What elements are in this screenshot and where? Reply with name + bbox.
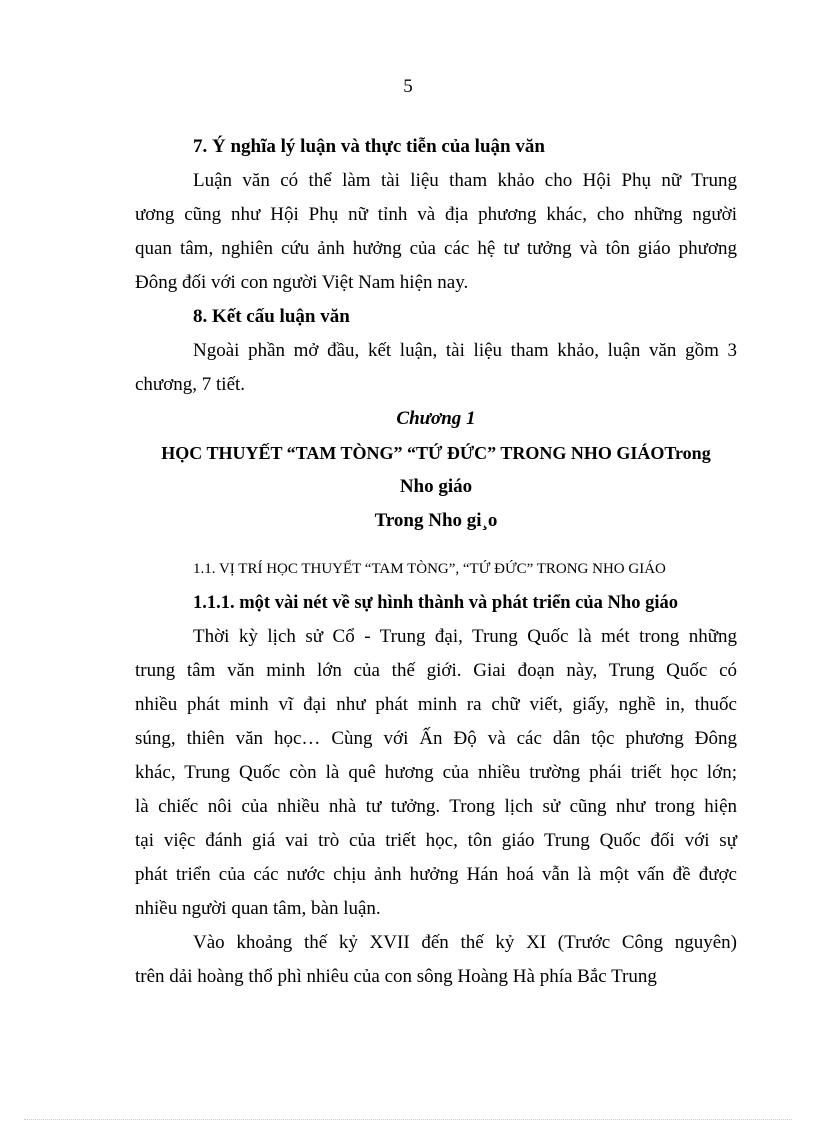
chapter-subtitle: Trong Nho gi¸o: [374, 510, 498, 531]
text-line: nhiều người quan tâm, bàn luận.: [135, 898, 381, 919]
section-1-1-1-paragraph-2: [135, 926, 737, 994]
text-line: ương cũng như Hội Phụ nữ tỉnh và địa phương khác, cho những người: [135, 204, 737, 225]
text-line: súng, thiên văn học… Cùng với Ấn Độ và các dân tộc phương Đông: [135, 728, 737, 749]
page-content: [135, 130, 737, 994]
text-line: Thời kỳ lịch sử Cổ - Trung đại, Trung Quốc là mét trong những: [193, 626, 737, 647]
text-line: chương, 7 tiết.: [135, 374, 246, 395]
page-bottom-divider: [24, 1119, 792, 1120]
page-number: 5: [403, 76, 413, 97]
text-line: nhiều phát minh vĩ đại như phát minh ra chữ viết, giấy, nghề in, thuốc: [135, 694, 737, 715]
text-line: quan tâm, nghiên cứu ảnh hưởng của các hệ tư tưởng và tôn giáo phương: [135, 238, 737, 259]
section-1-1-heading: 1.1. VỊ TRÍ HỌC THUYẾT “TAM TÒNG”, “TỨ ĐỨC” TRONG NHO GIÁO: [193, 561, 666, 577]
section-1-1-1-paragraph-1: [135, 620, 737, 926]
chapter-title-line2: Nho giáo: [399, 476, 473, 497]
chapter-label: Chương 1: [396, 408, 476, 429]
section-1-1-1-heading: 1.1.1. một vài nét về sự hình thành và phát triển của Nho giáo: [193, 593, 678, 613]
text-line: Ngoài phần mở đầu, kết luận, tài liệu tham khảo, luận văn gồm 3: [193, 340, 737, 361]
text-line: Vào khoảng thế kỷ XVII đến thế kỷ XI (Trước Công nguyên): [193, 932, 737, 953]
text-line: trung tâm văn minh lớn của thế giới. Giai đoạn này, Trung Quốc có: [135, 660, 737, 681]
section-7-paragraph: [135, 164, 737, 300]
text-line: là chiếc nôi của nhiều nhà tư tưởng. Trong lịch sử cũng như trong hiện: [135, 796, 737, 817]
text-line: phát triển của các nước chịu ảnh hưởng Hán hoá vẫn là một vấn đề được: [135, 864, 737, 885]
chapter-title: HỌC THUYẾT “TAM TÒNG” “TỨ ĐỨC” TRONG NHO GIÁOTrong: [161, 443, 711, 463]
section-7-heading: 7. Ý nghĩa lý luận và thực tiễn của luận văn: [193, 136, 545, 157]
text-line: Luận văn có thể làm tài liệu tham khảo cho Hội Phụ nữ Trung: [193, 170, 737, 191]
section-8-paragraph: [135, 334, 737, 402]
section-8-heading: 8. Kết cấu luận văn: [193, 306, 350, 327]
text-line: trên dải hoàng thổ phì nhiêu của con sông Hoàng Hà phía Bắc Trung: [135, 966, 657, 987]
text-line: Đông đối với con người Việt Nam hiện nay.: [135, 272, 469, 293]
text-line: khác, Trung Quốc còn là quê hương của nhiều trường phái triết học lớn;: [135, 762, 737, 783]
text-line: tại việc đánh giá vai trò của triết học, tôn giáo Trung Quốc đối với sự: [135, 830, 737, 851]
